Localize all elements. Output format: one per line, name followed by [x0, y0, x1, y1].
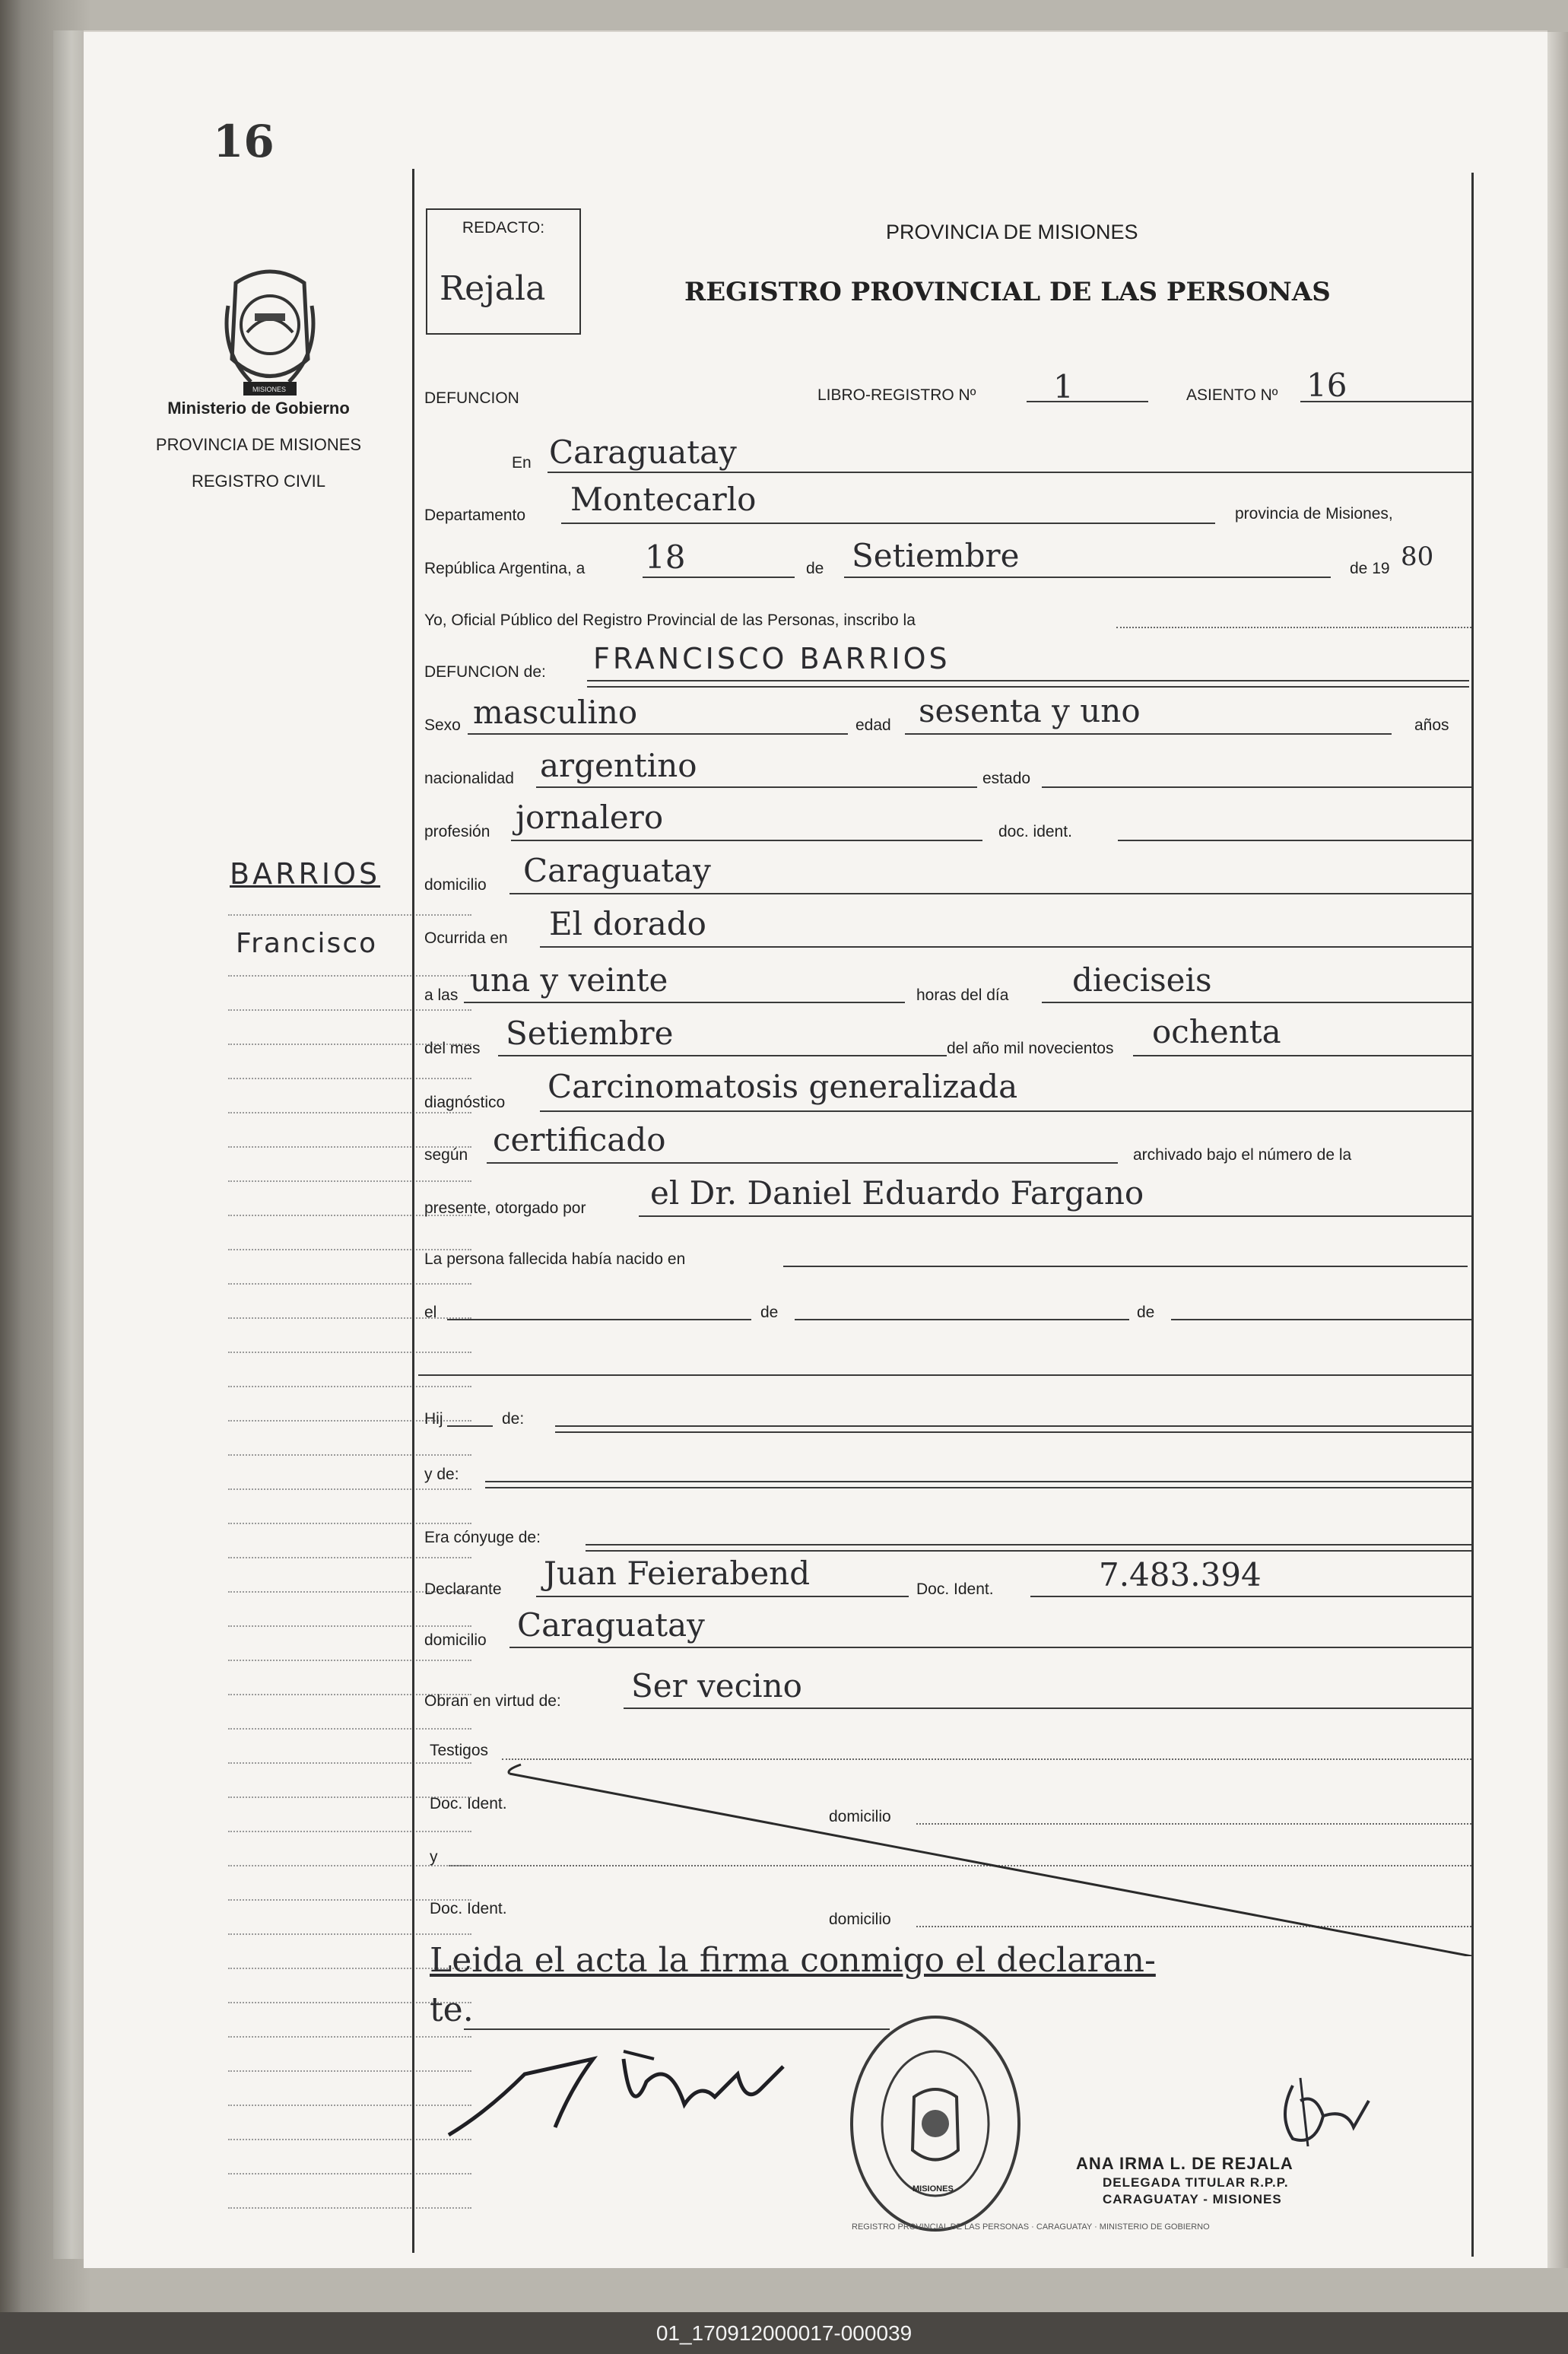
registry-title: REGISTRO PROVINCIAL DE LAS PERSONAS [684, 277, 1331, 307]
profesion-label: profesión [424, 823, 490, 840]
departamento-value: Montecarlo [570, 481, 757, 518]
declarante-value: Juan Feierabend [544, 1555, 811, 1592]
margin-surname: BARRIOS [230, 857, 381, 891]
witness-strikethrough [418, 1728, 1475, 1956]
declarante-domicilio-label: domicilio [424, 1631, 487, 1649]
departamento-label: Departamento [424, 507, 526, 524]
act-type-label: DEFUNCION [424, 389, 519, 407]
coat-of-arms-icon [221, 260, 319, 405]
sidebar-registry-label: REGISTRO CIVIL [191, 472, 326, 491]
en-value: Caraguatay [549, 434, 737, 471]
image-id-label: 01_170912000017-000039 [655, 2321, 913, 2345]
page-number: 16 [213, 116, 275, 167]
diagnostico-value: Carcinomatosis generalizada [548, 1068, 1018, 1105]
defuncion-label: DEFUNCION de: [424, 663, 546, 681]
libro-label: LIBRO-REGISTRO Nº [817, 386, 976, 404]
official-signature [1262, 2070, 1376, 2154]
diagnostico-label: diagnóstico [424, 1094, 506, 1111]
obran-value: Ser vecino [631, 1667, 802, 1704]
y-de-label: y de: [424, 1466, 459, 1483]
doc-ident-label: doc. ident. [998, 823, 1072, 840]
redacto-box [426, 208, 581, 335]
libro-value: 1 [1053, 368, 1074, 405]
testigo1-doc-label: Doc. Ident. [430, 1795, 507, 1812]
segun-value: certificado [493, 1121, 666, 1158]
doc-ident-declarante-label: Doc. Ident. [916, 1580, 994, 1598]
testigo-y-label: y [430, 1848, 438, 1866]
horas-label: horas del día [916, 986, 1009, 1004]
declarant-signature [441, 2028, 897, 2143]
profesion-value: jornalero [516, 799, 664, 836]
testigo1-domicilio-label: domicilio [829, 1808, 891, 1825]
del-mes-label: del mes [424, 1040, 481, 1057]
del-ano-label: del año mil novecientos [947, 1040, 1114, 1057]
domicilio-value: Caraguatay [523, 852, 711, 889]
image-footer [0, 2312, 1568, 2354]
anos-label: años [1414, 716, 1449, 734]
book-spine [53, 30, 84, 2259]
doc-ident-value: 7.483.394 [1099, 1556, 1262, 1593]
testigo2-domicilio-label: domicilio [829, 1911, 891, 1928]
closing-text-continued: te. [430, 1990, 474, 2029]
edad-label: edad [855, 716, 891, 734]
official-title-stamp: DELEGADA TITULAR R.P.P. [1103, 2175, 1289, 2190]
presente-label: presente, otorgado por [424, 1199, 586, 1217]
redacto-value: Rejala [440, 269, 546, 308]
republica-label: República Argentina, a [424, 560, 586, 577]
ministry-label: Ministerio de Gobierno [167, 399, 350, 418]
sidebar-province-label: PROVINCIA DE MISIONES [155, 435, 362, 454]
hij-label: Hij [424, 1410, 443, 1428]
en-label: En [512, 454, 532, 472]
mes-value: Setiembre [506, 1015, 674, 1052]
yo-text: Yo, Oficial Público del Registro Provincial de las Personas, inscribo la [424, 612, 916, 629]
conyuge-label: Era cónyuge de: [424, 1529, 541, 1546]
year-value: 80 [1401, 542, 1434, 572]
province-title: PROVINCIA DE MISIONES [886, 221, 1138, 243]
stamp-ring-text: REGISTRO PROVINCIAL DE LAS PERSONAS · CARAGUATAY · MINISTERIO DE GOBIERNO [852, 2222, 1210, 2232]
segun-label: según [424, 1146, 468, 1164]
closing-text: Leida el acta la firma conmigo el declaran- [430, 1941, 1156, 1980]
defuncion-value: FRANCISCO BARRIOS [593, 642, 951, 675]
a-las-value: una y veinte [470, 961, 668, 999]
day-month-de-label: de [806, 560, 824, 577]
obran-label: Obran en virtud de: [424, 1692, 561, 1710]
registry-stamp [844, 2009, 1027, 2238]
domicilio-label: domicilio [424, 876, 487, 894]
testigos-label: Testigos [430, 1742, 489, 1759]
presente-value: el Dr. Daniel Eduardo Fargano [650, 1174, 1144, 1212]
asiento-value: 16 [1306, 367, 1347, 404]
de2-label: de [760, 1304, 779, 1321]
estado-label: estado [982, 770, 1031, 787]
nacionalidad-value: argentino [540, 747, 697, 784]
dia-value: dieciseis [1072, 961, 1212, 999]
register-page [84, 30, 1547, 2268]
archivado-label: archivado bajo el número de la [1133, 1146, 1352, 1164]
month-value: Setiembre [852, 537, 1020, 574]
stamp-center-label: MISIONES [913, 2184, 954, 2194]
el-label: el [424, 1304, 437, 1321]
declarante-label: Declarante [424, 1580, 502, 1598]
de3-label: de [1137, 1304, 1155, 1321]
nacionalidad-label: nacionalidad [424, 770, 514, 787]
a-las-label: a las [424, 986, 459, 1004]
redacto-label: REDACTO: [462, 219, 545, 237]
official-name-stamp: ANA IRMA L. DE REJALA [1076, 2154, 1293, 2173]
declarante-domicilio-value: Caraguatay [517, 1606, 705, 1644]
ano-value: ochenta [1152, 1013, 1281, 1050]
seal-banner-text: MISIONES [252, 386, 287, 393]
hij-de-label: de: [502, 1410, 525, 1428]
nacido-label: La persona fallecida había nacido en [424, 1250, 686, 1268]
edad-value: sesenta y uno [919, 692, 1141, 729]
provincia-suffix: provincia de Misiones, [1235, 505, 1393, 523]
year-prefix: de 19 [1350, 560, 1390, 577]
form-left-border [412, 169, 414, 2253]
ocurrida-label: Ocurrida en [424, 929, 508, 947]
ocurrida-value: El dorado [549, 905, 706, 942]
day-value: 18 [645, 538, 686, 576]
testigo2-doc-label: Doc. Ident. [430, 1900, 507, 1917]
sexo-label: Sexo [424, 716, 461, 734]
margin-given-name: Francisco [236, 928, 378, 959]
official-place-stamp: CARAGUATAY - MISIONES [1103, 2192, 1282, 2206]
sexo-value: masculino [473, 694, 638, 731]
asiento-label: ASIENTO Nº [1186, 386, 1278, 404]
